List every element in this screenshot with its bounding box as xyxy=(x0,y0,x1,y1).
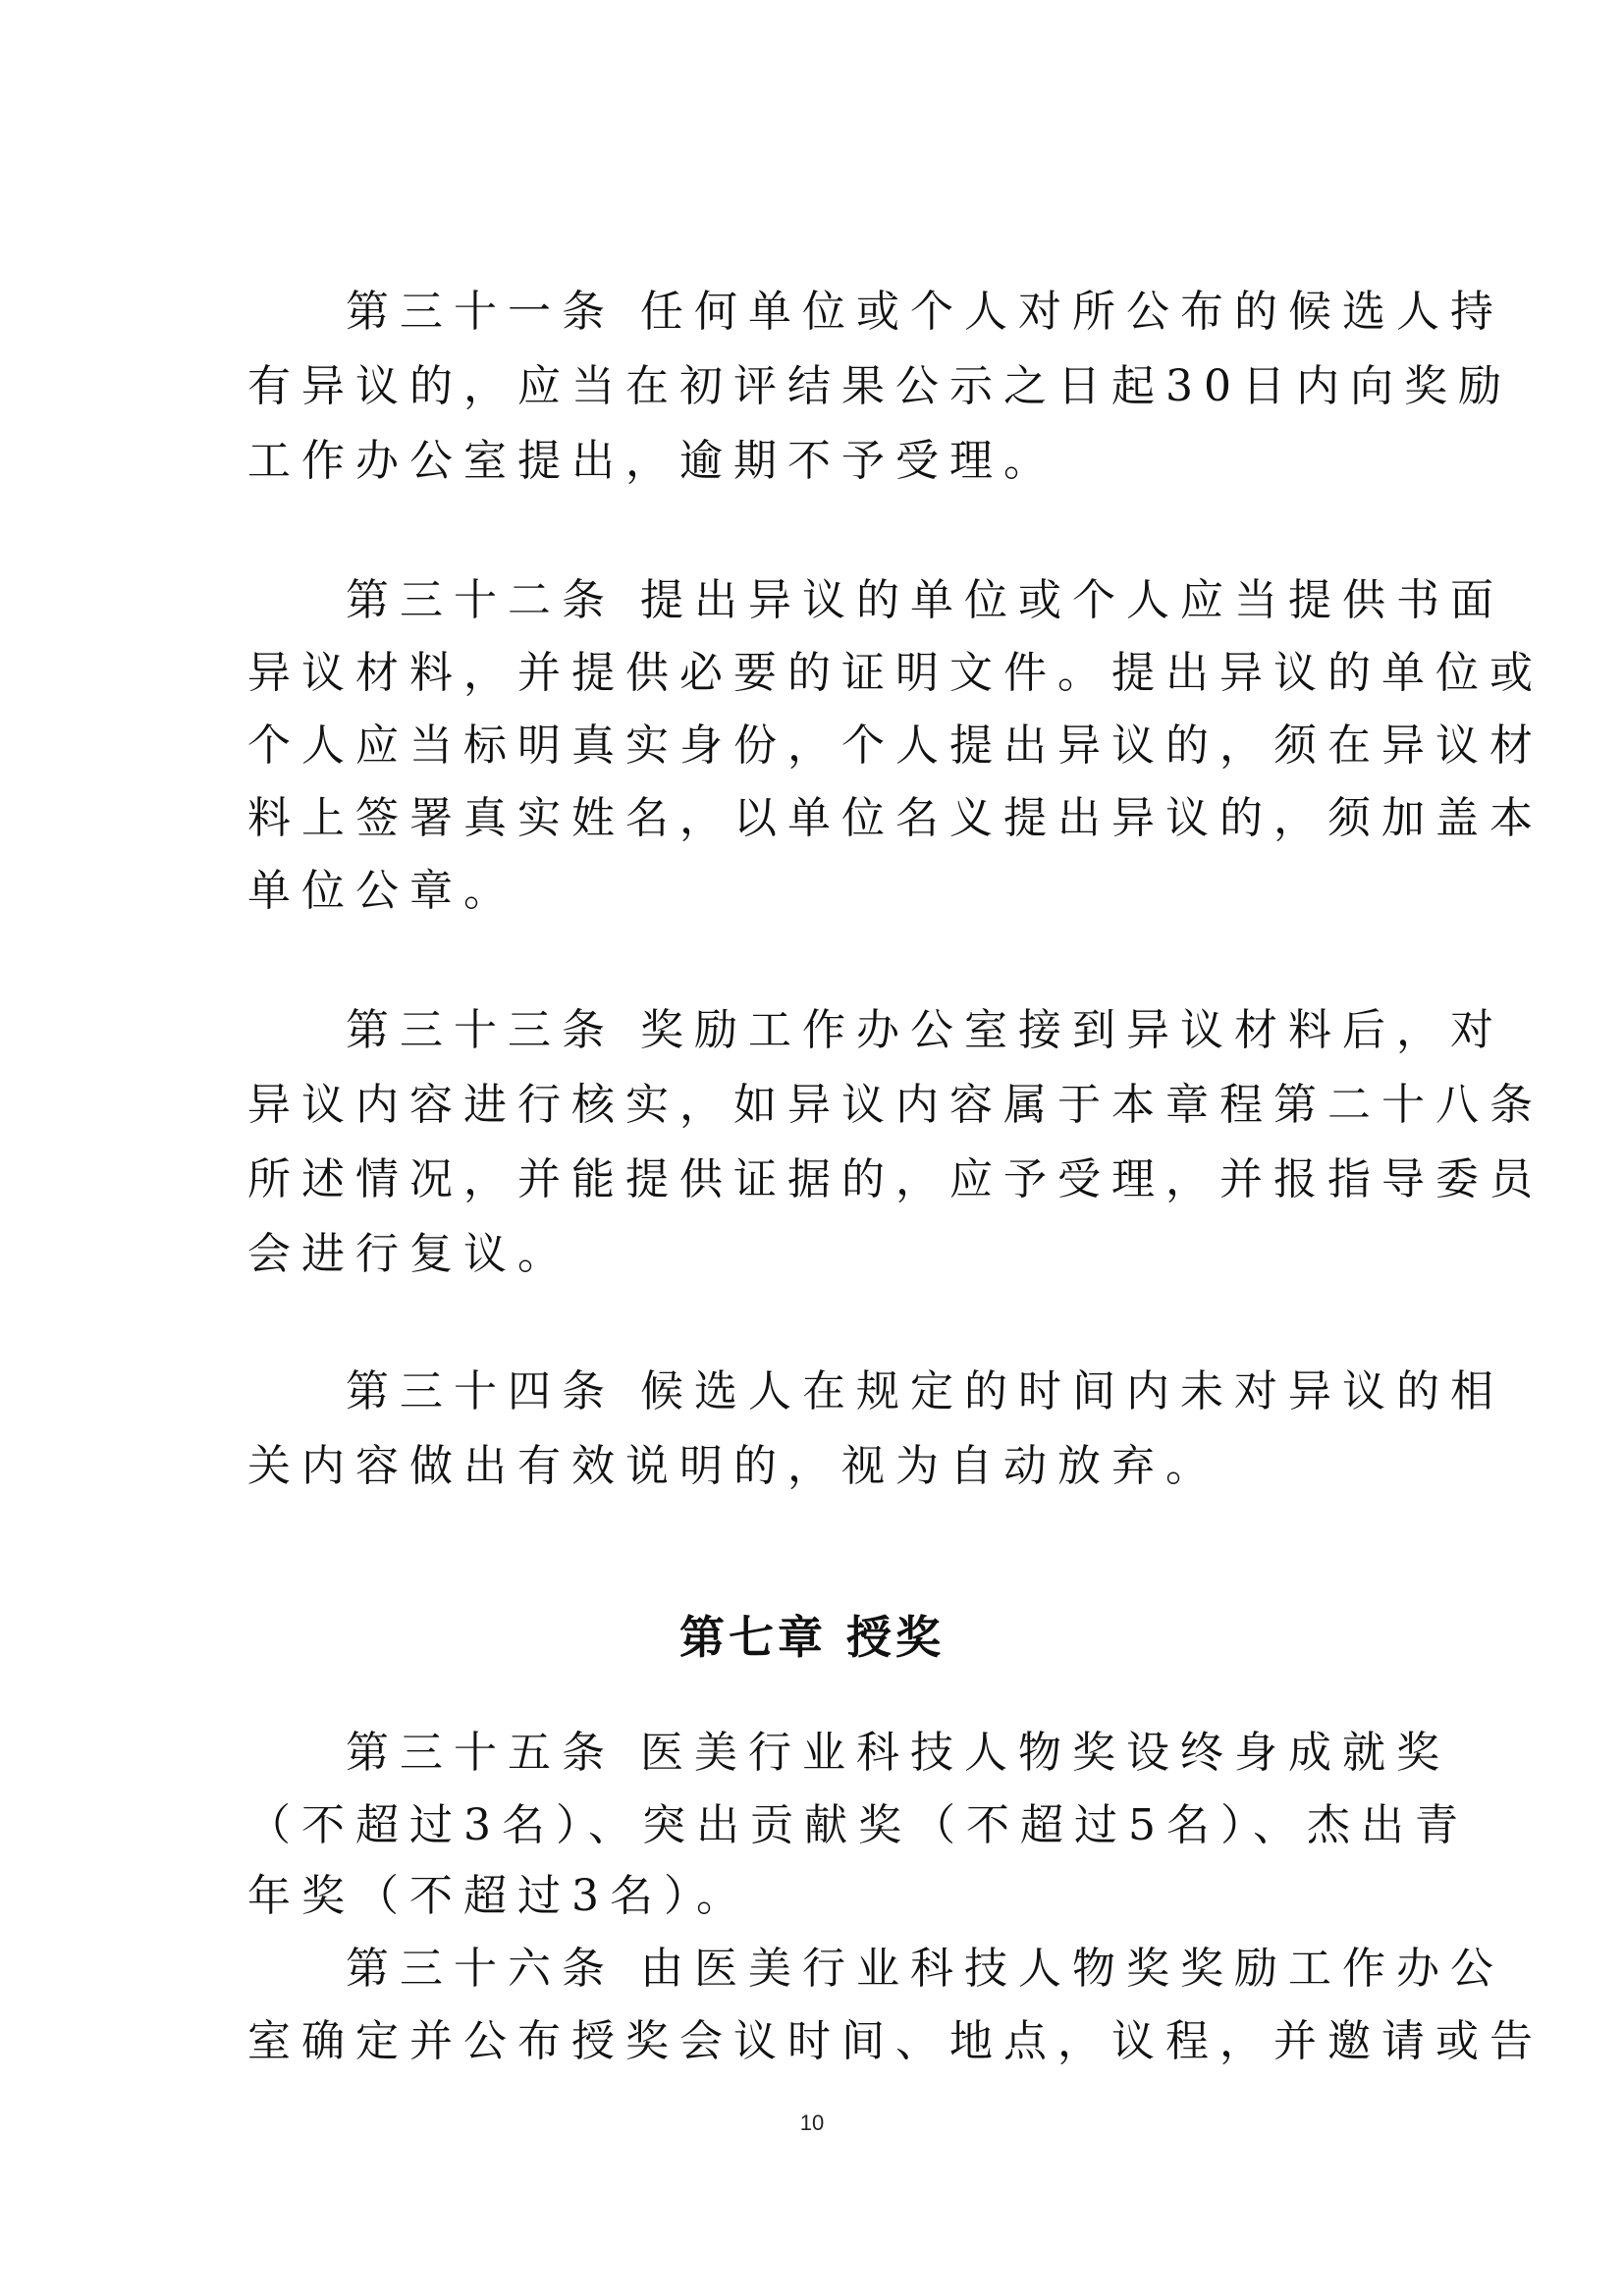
article-31-line-1: 第三十一条 任何单位或个人对所公布的候选人持 xyxy=(346,287,1504,337)
article-31-line-3: 工作办公室提出，逾期不予受理。 xyxy=(247,436,1057,486)
article-34-line-1: 第三十四条 候选人在规定的时间内未对异议的相 xyxy=(346,1366,1504,1416)
article-33-line-2: 异议内容进行核实，如异议内容属于本章程第二十八条 xyxy=(247,1080,1543,1130)
article-33-line-3: 所述情况，并能提供证据的，应予受理，并报指导委员 xyxy=(247,1154,1543,1204)
article-32-line-1: 第三十二条 提出异议的单位或个人应当提供书面 xyxy=(346,575,1504,625)
article-33-line-1: 第三十三条 奖励工作办公室接到异议材料后，对 xyxy=(346,1005,1504,1055)
article-32-line-2: 异议材料，并提供必要的证明文件。提出异议的单位或 xyxy=(247,648,1543,698)
page-number: 10 xyxy=(799,2110,825,2135)
article-32-line-4: 料上签署真实姓名，以单位名义提出异议的，须加盖本 xyxy=(247,793,1543,843)
chapter-heading: 第七章 授奖 xyxy=(678,1611,945,1664)
article-36-line-2: 室确定并公布授奖会议时间、地点，议程，并邀请或告 xyxy=(247,2016,1543,2066)
article-36-line-1: 第三十六条 由医美行业科技人物奖奖励工作办公 xyxy=(346,1944,1504,1994)
article-33-line-4: 会进行复议。 xyxy=(247,1229,571,1279)
article-31-line-2: 有异议的，应当在初评结果公示之日起30日内向奖励 xyxy=(247,361,1512,411)
article-32-line-3: 个人应当标明真实身份，个人提出异议的，须在异议材 xyxy=(247,721,1543,771)
article-34-line-2: 关内容做出有效说明的，视为自动放弃。 xyxy=(247,1441,1219,1491)
article-35-line-3: 年奖（不超过3名）。 xyxy=(247,1871,750,1921)
article-35-line-1: 第三十五条 医美行业科技人物奖设终身成就奖 xyxy=(346,1728,1450,1778)
article-35-line-2: （不超过3名）、突出贡献奖（不超过5名）、杰出青 xyxy=(247,1800,1469,1850)
article-32-line-5: 单位公章。 xyxy=(247,866,517,916)
